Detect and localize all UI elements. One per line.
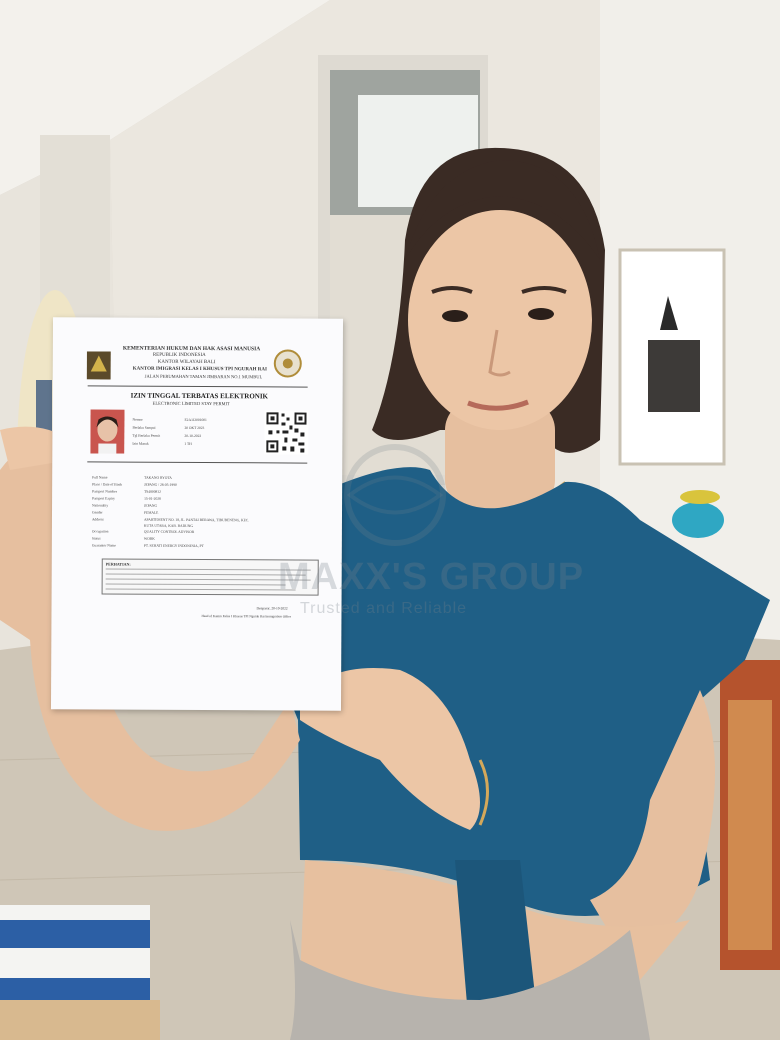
field-row: Passport Expiry 15-01-2028 (92, 496, 161, 501)
field-row: Gender FEMALE (91, 510, 159, 515)
office-address: JALAN PERUMAHAN TAMAN JIMBARAN NO.1 MUMBUL (144, 373, 263, 380)
field-row: Place / Date of Birth JEPANG / 28-05-1990 (92, 482, 177, 487)
field-row: Occupation QUALITY CONTROL ADVISOR (91, 529, 195, 534)
top-field-row: Berlaku Sampai 20 OKT 2023 (132, 425, 205, 431)
document-subtitle: ELECTRONIC LIMITED STAY PERMIT (152, 400, 230, 407)
field-row: Guarantor Name PT. SEHATI ENERGY INDONESIA, PT (91, 543, 204, 549)
regional-office: KANTOR WILAYAH BALI (157, 359, 216, 366)
top-field-row: Nomor E2A1J2001001 (132, 417, 207, 423)
right-eye (528, 308, 554, 320)
signature-title: Head of Kanim Kelas I Khusus TPI Ngurah Rai Immigration Office (201, 614, 292, 619)
watermark-brand: MAXX'S GROUP (278, 556, 585, 598)
watermark-tagline: Trusted and Reliable (300, 600, 468, 617)
header-divider (88, 385, 308, 387)
republic-name: REPUBLIK INDONESIA (152, 352, 206, 359)
immigration-logo-icon (273, 348, 303, 378)
emblem-icon (87, 351, 111, 379)
field-row: KUTA UTARA, KAB. BADUNG (143, 523, 193, 528)
left-eye (442, 310, 468, 322)
notice-label: PERHATIAN: (105, 561, 131, 567)
document-title: IZIN TINGGAL TERBATAS ELEKTRONIK (130, 391, 269, 401)
watermark-globe-icon (340, 440, 450, 550)
section-divider (87, 461, 307, 463)
field-row: Passport Number TS4800812 (92, 489, 161, 494)
top-field-row: Tgl Berlaku Permit 20-10-2022 (132, 433, 202, 439)
top-field-row: Izin Masuk 1 TH (132, 441, 192, 446)
signature-place: Denpasar, 20-10-2022 (256, 606, 288, 611)
holder-photo (90, 409, 124, 453)
field-row: Address APARTEMENT NO. 18, JL. PANTAI BERAWA, TIBUBENENG, KEC. (91, 517, 250, 523)
ministry-name: KEMENTERIAN HUKUM DAN HAK ASASI MANUSIA (122, 345, 261, 353)
field-row: Nationality JEPANG (92, 503, 158, 508)
office-name: KANTOR IMIGRASI KELAS I KHUSUS TPI NGURAH RAI (132, 366, 267, 373)
qr-code (264, 410, 308, 454)
document-paper (51, 317, 343, 711)
field-row: Status WORK (91, 536, 155, 541)
face (408, 210, 592, 430)
field-row: Full Name TAKANO RYOTA (92, 475, 172, 480)
